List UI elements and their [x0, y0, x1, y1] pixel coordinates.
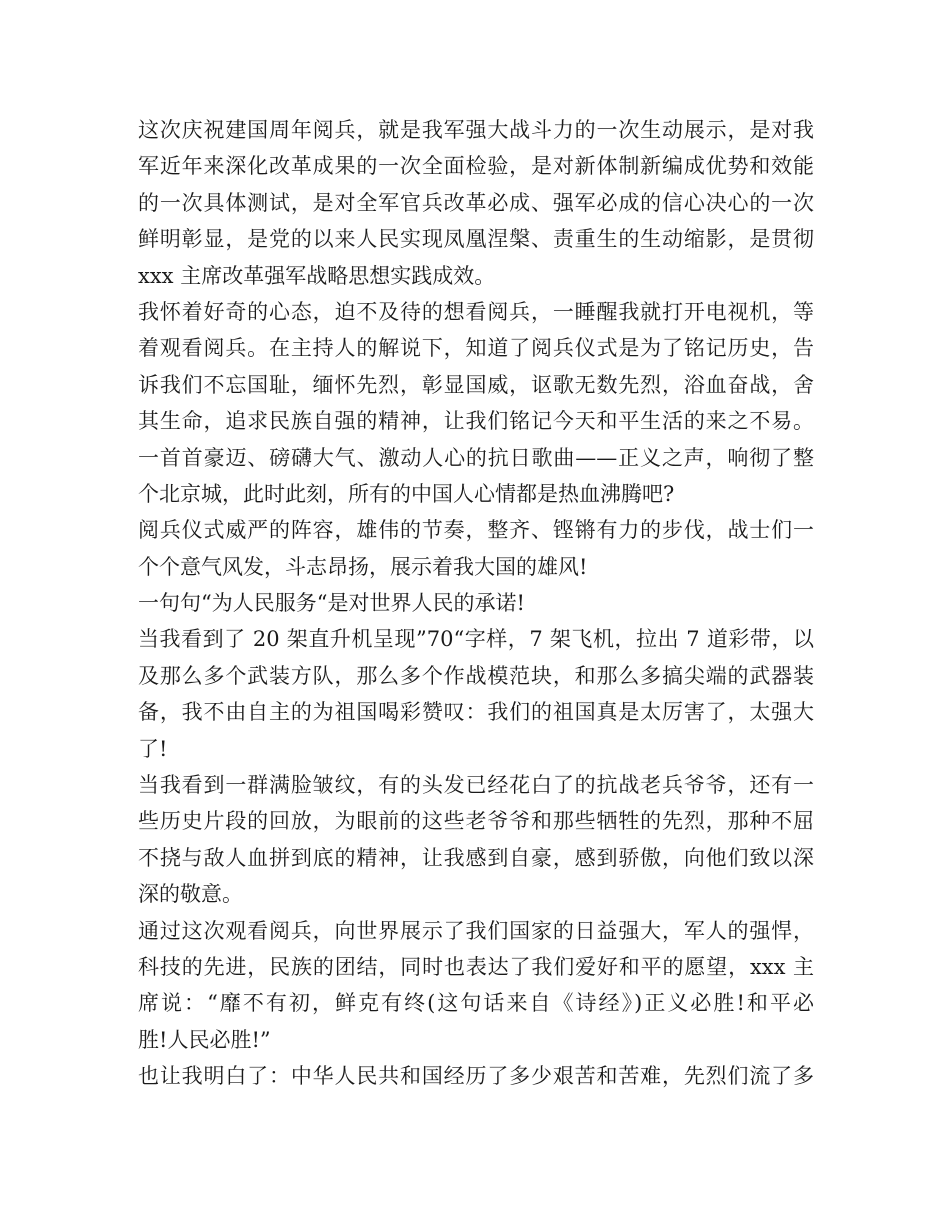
text-line: 的一次具体测试，是对全军官兵改革必成、强军必成的信心决心的一次: [138, 190, 814, 215]
text-line: 及那么多个武装方队，那么多个作战模范块，和那么多搞尖端的武器装: [138, 663, 814, 688]
text-line: 也让我明白了：中华人民共和国经历了多少艰苦和苦难，先烈们流了多: [138, 1064, 814, 1089]
text-line: 军近年来深化改革成果的一次全面检验，是对新体制新编成优势和效能: [138, 154, 814, 179]
text-line: 鲜明彰显，是党的以来人民实现凤凰涅槃、责重生的生动缩影，是贯彻: [138, 227, 814, 252]
text-line: 当我看到一群满脸皱纹，有的头发已经花白了的抗战老兵爷爷，还有一: [138, 773, 814, 798]
text-line: 个北京城，此时此刻，所有的中国人心情都是热血沸腾吧?: [138, 481, 675, 506]
text-line: 其生命，追求民族自强的精神，让我们铭记今天和平生活的来之不易。: [138, 409, 814, 434]
text-line: 一句句“为人民服务“是对世界人民的承诺!: [138, 591, 525, 616]
text-line: 阅兵仪式威严的阵容，雄伟的节奏，整齐、铿锵有力的步伐，战士们一: [138, 518, 814, 543]
text-line: 一首首豪迈、磅礴大气、激动人心的抗日歌曲——正义之声，响彻了整: [138, 445, 814, 470]
body-text: [138, 112, 814, 1095]
text-line: 了!: [138, 736, 168, 761]
text-line: 席说：“靡不有初，鲜克有终(这句话来自《诗经》)正义必胜!和平必: [138, 991, 814, 1016]
text-line: 科技的先进，民族的团结，同时也表达了我们爱好和平的愿望，xxx 主: [138, 954, 814, 979]
text-line: 当我看到了 20 架直升机呈现”70“字样，7 架飞机，拉出 7 道彩带，以: [138, 627, 814, 652]
text-line: 不挠与敌人血拼到底的精神，让我感到自豪，感到骄傲，向他们致以深: [138, 845, 814, 870]
text-line: 备，我不由自主的为祖国喝彩赞叹：我们的祖国真是太厉害了，太强大: [138, 700, 814, 725]
text-line: 我怀着好奇的心态，迫不及待的想看阅兵，一睡醒我就打开电视机，等: [138, 299, 814, 324]
text-line: 深的敬意。: [138, 882, 243, 907]
text-line: 通过这次观看阅兵，向世界展示了我们国家的日益强大，军人的强悍，: [138, 918, 814, 943]
text-line: 诉我们不忘国耻，缅怀先烈，彰显国威，讴歌无数先烈，浴血奋战，舍: [138, 372, 814, 397]
text-line: 些历史片段的回放，为眼前的这些老爷爷和那些牺牲的先烈，那种不屈: [138, 809, 814, 834]
text-line: 着观看阅兵。在主持人的解说下，知道了阅兵仪式是为了铭记历史，告: [138, 336, 814, 361]
text-line: xxx 主席改革强军战略思想实践成效。: [138, 263, 496, 288]
text-line: 胜!人民必胜!”: [138, 1027, 271, 1052]
text-line: 个个意气风发，斗志昂扬，展示着我大国的雄风!: [138, 554, 588, 579]
text-line: 这次庆祝建国周年阅兵，就是我军强大战斗力的一次生动展示，是对我: [138, 118, 814, 142]
